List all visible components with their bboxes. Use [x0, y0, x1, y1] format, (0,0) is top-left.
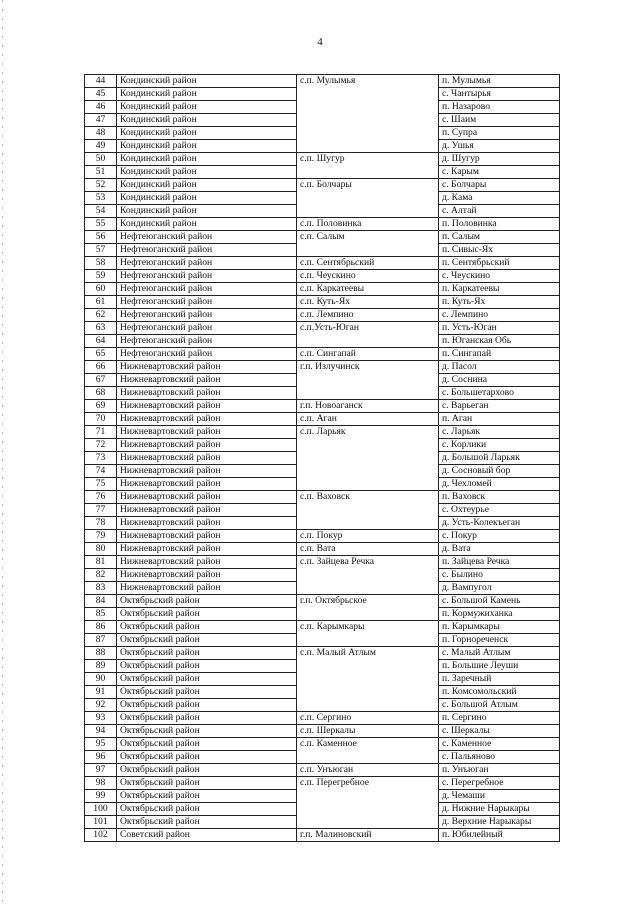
- settlement-cell: с.п. Каменное: [297, 738, 439, 764]
- locality-cell: с. Шаим: [439, 114, 560, 127]
- table-row: [85, 621, 560, 634]
- district-cell: Октябрьский район: [117, 673, 297, 686]
- row-number: 101: [85, 816, 117, 829]
- settlement-cell: г.п. Новоаганск: [297, 400, 439, 413]
- table-row: [85, 257, 560, 270]
- settlements-table: [84, 74, 560, 842]
- district-cell: Нефтеюганский район: [117, 335, 297, 348]
- locality-cell: п. Ваховск: [439, 491, 560, 504]
- settlement-cell: с.п. Сергино: [297, 712, 439, 725]
- locality-cell: п. Комсомольский: [439, 686, 560, 699]
- locality-cell: с. Былино: [439, 569, 560, 582]
- table-row: [85, 647, 560, 660]
- row-number: 100: [85, 803, 117, 816]
- table-row: [85, 361, 560, 374]
- row-number: 86: [85, 621, 117, 634]
- locality-cell: д. Чемаши: [439, 790, 560, 803]
- row-number: 95: [85, 738, 117, 751]
- district-cell: Нижневартовский район: [117, 504, 297, 517]
- row-number: 90: [85, 673, 117, 686]
- locality-cell: д. Вата: [439, 543, 560, 556]
- district-cell: Кондинский район: [117, 166, 297, 179]
- settlement-cell: г.п. Октябрьское: [297, 595, 439, 621]
- row-number: 72: [85, 439, 117, 452]
- settlement-cell: с.п. Сингапай: [297, 348, 439, 361]
- district-cell: Октябрьский район: [117, 764, 297, 777]
- row-number: 99: [85, 790, 117, 803]
- settlement-cell: с.п. Покур: [297, 530, 439, 543]
- settlement-cell: с.п. Унъюган: [297, 764, 439, 777]
- locality-cell: д. Верхние Нарыкары: [439, 816, 560, 829]
- district-cell: Октябрьский район: [117, 595, 297, 608]
- locality-cell: с. Лемпино: [439, 309, 560, 322]
- row-number: 50: [85, 153, 117, 166]
- locality-cell: п. Аган: [439, 413, 560, 426]
- locality-cell: с. Чеускино: [439, 270, 560, 283]
- locality-cell: п. Супра: [439, 127, 560, 140]
- row-number: 76: [85, 491, 117, 504]
- locality-cell: п. Юбилейный: [439, 829, 560, 842]
- row-number: 63: [85, 322, 117, 335]
- locality-cell: д. Ушья: [439, 140, 560, 153]
- settlement-cell: с.п. Малый Атлым: [297, 647, 439, 712]
- locality-cell: п. Назарово: [439, 101, 560, 114]
- district-cell: Кондинский район: [117, 101, 297, 114]
- settlement-cell: с.п. Чеускино: [297, 270, 439, 283]
- locality-cell: п. Каркатеевы: [439, 283, 560, 296]
- district-cell: Октябрьский район: [117, 725, 297, 738]
- row-number: 47: [85, 114, 117, 127]
- locality-cell: п. Сентябрьский: [439, 257, 560, 270]
- row-number: 66: [85, 361, 117, 374]
- row-number: 56: [85, 231, 117, 244]
- district-cell: Октябрьский район: [117, 621, 297, 634]
- district-cell: Октябрьский район: [117, 803, 297, 816]
- settlement-cell: с.п. Шеркалы: [297, 725, 439, 738]
- locality-cell: п. Салым: [439, 231, 560, 244]
- row-number: 49: [85, 140, 117, 153]
- row-number: 79: [85, 530, 117, 543]
- district-cell: Октябрьский район: [117, 790, 297, 803]
- table-row: [85, 413, 560, 426]
- table-row: [85, 543, 560, 556]
- row-number: 96: [85, 751, 117, 764]
- locality-cell: д. Пасол: [439, 361, 560, 374]
- row-number: 77: [85, 504, 117, 517]
- district-cell: Нижневартовский район: [117, 465, 297, 478]
- settlement-cell: с.п. Ваховск: [297, 491, 439, 530]
- district-cell: Кондинский район: [117, 88, 297, 101]
- locality-cell: с. Малый Атлым: [439, 647, 560, 660]
- district-cell: Октябрьский район: [117, 608, 297, 621]
- locality-cell: д. Соснина: [439, 374, 560, 387]
- settlement-cell: с.п. Салым: [297, 231, 439, 257]
- settlement-cell: с.п. Шугур: [297, 153, 439, 179]
- district-cell: Нижневартовский район: [117, 556, 297, 569]
- district-cell: Кондинский район: [117, 192, 297, 205]
- table-row: [85, 179, 560, 192]
- district-cell: Октябрьский район: [117, 686, 297, 699]
- row-number: 65: [85, 348, 117, 361]
- district-cell: Кондинский район: [117, 140, 297, 153]
- locality-cell: п. Половинка: [439, 218, 560, 231]
- table-row: [85, 283, 560, 296]
- locality-cell: п. Сергино: [439, 712, 560, 725]
- row-number: 48: [85, 127, 117, 140]
- row-number: 57: [85, 244, 117, 257]
- table-row: [85, 738, 560, 751]
- table-row: [85, 725, 560, 738]
- locality-cell: с. Охтеурье: [439, 504, 560, 517]
- row-number: 87: [85, 634, 117, 647]
- district-cell: Нижневартовский район: [117, 361, 297, 374]
- locality-cell: п. Усть-Юган: [439, 322, 560, 335]
- locality-cell: п. Унъюган: [439, 764, 560, 777]
- district-cell: Нижневартовский район: [117, 569, 297, 582]
- locality-cell: п. Куть-Ях: [439, 296, 560, 309]
- row-number: 61: [85, 296, 117, 309]
- locality-cell: с. Покур: [439, 530, 560, 543]
- locality-cell: п. Зайцева Речка: [439, 556, 560, 569]
- table-row: [85, 153, 560, 166]
- district-cell: Нижневартовский район: [117, 582, 297, 595]
- settlement-cell: с.п. Каркатеевы: [297, 283, 439, 296]
- district-cell: Нижневартовский район: [117, 478, 297, 491]
- locality-cell: с. Каменное: [439, 738, 560, 751]
- table-row: [85, 322, 560, 335]
- row-number: 62: [85, 309, 117, 322]
- table-row: [85, 218, 560, 231]
- row-number: 46: [85, 101, 117, 114]
- district-cell: Нижневартовский район: [117, 517, 297, 530]
- district-cell: Октябрьский район: [117, 751, 297, 764]
- row-number: 82: [85, 569, 117, 582]
- row-number: 68: [85, 387, 117, 400]
- row-number: 60: [85, 283, 117, 296]
- row-number: 93: [85, 712, 117, 725]
- locality-cell: п. Юганская Обь: [439, 335, 560, 348]
- settlement-cell: с.п. Перегребное: [297, 777, 439, 829]
- district-cell: Нижневартовский район: [117, 400, 297, 413]
- settlement-cell: с.п. Мулымья: [297, 75, 439, 153]
- locality-cell: с. Алтай: [439, 205, 560, 218]
- locality-cell: с. Шеркалы: [439, 725, 560, 738]
- locality-cell: с. Большетархово: [439, 387, 560, 400]
- table-row: [85, 712, 560, 725]
- row-number: 52: [85, 179, 117, 192]
- settlement-cell: с.п. Болчары: [297, 179, 439, 218]
- row-number: 69: [85, 400, 117, 413]
- district-cell: Нижневартовский район: [117, 439, 297, 452]
- district-cell: Нефтеюганский район: [117, 283, 297, 296]
- settlement-cell: с.п. Вата: [297, 543, 439, 556]
- district-cell: Октябрьский район: [117, 712, 297, 725]
- row-number: 51: [85, 166, 117, 179]
- district-cell: Нефтеюганский район: [117, 257, 297, 270]
- district-cell: Нижневартовский район: [117, 426, 297, 439]
- district-cell: Нижневартовский район: [117, 387, 297, 400]
- locality-cell: с. Пальяново: [439, 751, 560, 764]
- district-cell: Нефтеюганский район: [117, 231, 297, 244]
- locality-cell: п. Горнореченск: [439, 634, 560, 647]
- table-row: [85, 231, 560, 244]
- settlement-cell: с.п. Половинка: [297, 218, 439, 231]
- row-number: 45: [85, 88, 117, 101]
- row-number: 85: [85, 608, 117, 621]
- locality-cell: п. Сивыс-Ях: [439, 244, 560, 257]
- table-row: [85, 764, 560, 777]
- settlement-cell: с.п. Лемпино: [297, 309, 439, 322]
- locality-cell: п. Кормужиханка: [439, 608, 560, 621]
- locality-cell: с. Карым: [439, 166, 560, 179]
- settlement-cell: г.п. Малиновский: [297, 829, 439, 842]
- district-cell: Нижневартовский район: [117, 530, 297, 543]
- locality-cell: д. Кама: [439, 192, 560, 205]
- district-cell: Нефтеюганский район: [117, 348, 297, 361]
- locality-cell: с. Большой Атлым: [439, 699, 560, 712]
- row-number: 75: [85, 478, 117, 491]
- settlement-cell: с.п. Ларьяк: [297, 426, 439, 491]
- district-cell: Нефтеюганский район: [117, 244, 297, 257]
- row-number: 73: [85, 452, 117, 465]
- locality-cell: с. Варьеган: [439, 400, 560, 413]
- locality-cell: д. Нижние Нарыкары: [439, 803, 560, 816]
- district-cell: Нижневартовский район: [117, 413, 297, 426]
- district-cell: Октябрьский район: [117, 660, 297, 673]
- row-number: 98: [85, 777, 117, 790]
- row-number: 53: [85, 192, 117, 205]
- settlement-cell: с.п. Карымкары: [297, 621, 439, 647]
- district-cell: Октябрьский район: [117, 777, 297, 790]
- locality-cell: п. Карымкары: [439, 621, 560, 634]
- district-cell: Октябрьский район: [117, 699, 297, 712]
- row-number: 91: [85, 686, 117, 699]
- locality-cell: п. Сингапай: [439, 348, 560, 361]
- locality-cell: с. Большой Камень: [439, 595, 560, 608]
- settlement-cell: с.п. Аган: [297, 413, 439, 426]
- table-row: [85, 75, 560, 88]
- settlement-cell: с.п. Зайцева Речка: [297, 556, 439, 595]
- table-row: [85, 400, 560, 413]
- district-cell: Кондинский район: [117, 205, 297, 218]
- row-number: 67: [85, 374, 117, 387]
- table-row: [85, 270, 560, 283]
- row-number: 55: [85, 218, 117, 231]
- table-row: [85, 595, 560, 608]
- row-number: 58: [85, 257, 117, 270]
- district-cell: Октябрьский район: [117, 816, 297, 829]
- row-number: 71: [85, 426, 117, 439]
- row-number: 83: [85, 582, 117, 595]
- district-cell: Октябрьский район: [117, 738, 297, 751]
- locality-cell: д. Вампугол: [439, 582, 560, 595]
- table-row: [85, 309, 560, 322]
- locality-cell: с. Перегребное: [439, 777, 560, 790]
- table-row: [85, 829, 560, 842]
- scan-edge-marks: [2, 0, 3, 905]
- locality-cell: п. Большие Леуши: [439, 660, 560, 673]
- district-cell: Нижневартовский район: [117, 543, 297, 556]
- row-number: 70: [85, 413, 117, 426]
- district-cell: Кондинский район: [117, 179, 297, 192]
- district-cell: Нефтеюганский район: [117, 270, 297, 283]
- row-number: 81: [85, 556, 117, 569]
- table-row: [85, 777, 560, 790]
- table-row: [85, 491, 560, 504]
- locality-cell: д. Усть-Колекъеган: [439, 517, 560, 530]
- district-cell: Нижневартовский район: [117, 452, 297, 465]
- row-number: 84: [85, 595, 117, 608]
- district-cell: Кондинский район: [117, 127, 297, 140]
- settlement-cell: с.п. Куть-Ях: [297, 296, 439, 309]
- settlement-cell: с.п.Усть-Юган: [297, 322, 439, 348]
- locality-cell: с. Ларьяк: [439, 426, 560, 439]
- settlement-cell: г.п. Излучинск: [297, 361, 439, 400]
- district-cell: Советский район: [117, 829, 297, 842]
- row-number: 102: [85, 829, 117, 842]
- table-row: [85, 556, 560, 569]
- locality-cell: с. Чантырья: [439, 88, 560, 101]
- row-number: 97: [85, 764, 117, 777]
- row-number: 92: [85, 699, 117, 712]
- table-row: [85, 296, 560, 309]
- row-number: 89: [85, 660, 117, 673]
- locality-cell: п. Заречный: [439, 673, 560, 686]
- row-number: 54: [85, 205, 117, 218]
- district-cell: Нижневартовский район: [117, 491, 297, 504]
- district-cell: Нефтеюганский район: [117, 296, 297, 309]
- table-row: [85, 426, 560, 439]
- row-number: 94: [85, 725, 117, 738]
- district-cell: Октябрьский район: [117, 634, 297, 647]
- row-number: 80: [85, 543, 117, 556]
- locality-cell: д. Большой Ларьяк: [439, 452, 560, 465]
- locality-cell: с. Болчары: [439, 179, 560, 192]
- row-number: 74: [85, 465, 117, 478]
- settlement-cell: с.п. Сентябрьский: [297, 257, 439, 270]
- row-number: 88: [85, 647, 117, 660]
- settlements-table-body: [85, 75, 560, 842]
- locality-cell: п. Мулымья: [439, 75, 560, 88]
- row-number: 78: [85, 517, 117, 530]
- locality-cell: д. Сосновый бор: [439, 465, 560, 478]
- locality-cell: д. Чехломей: [439, 478, 560, 491]
- district-cell: Кондинский район: [117, 114, 297, 127]
- district-cell: Нефтеюганский район: [117, 309, 297, 322]
- district-cell: Нефтеюганский район: [117, 322, 297, 335]
- table-row: [85, 348, 560, 361]
- table-row: [85, 530, 560, 543]
- district-cell: Нижневартовский район: [117, 374, 297, 387]
- page-number: 4: [317, 36, 323, 48]
- row-number: 44: [85, 75, 117, 88]
- district-cell: Октябрьский район: [117, 647, 297, 660]
- row-number: 64: [85, 335, 117, 348]
- locality-cell: д. Шугур: [439, 153, 560, 166]
- district-cell: Кондинский район: [117, 218, 297, 231]
- district-cell: Кондинский район: [117, 153, 297, 166]
- district-cell: Кондинский район: [117, 75, 297, 88]
- row-number: 59: [85, 270, 117, 283]
- locality-cell: с. Корлики: [439, 439, 560, 452]
